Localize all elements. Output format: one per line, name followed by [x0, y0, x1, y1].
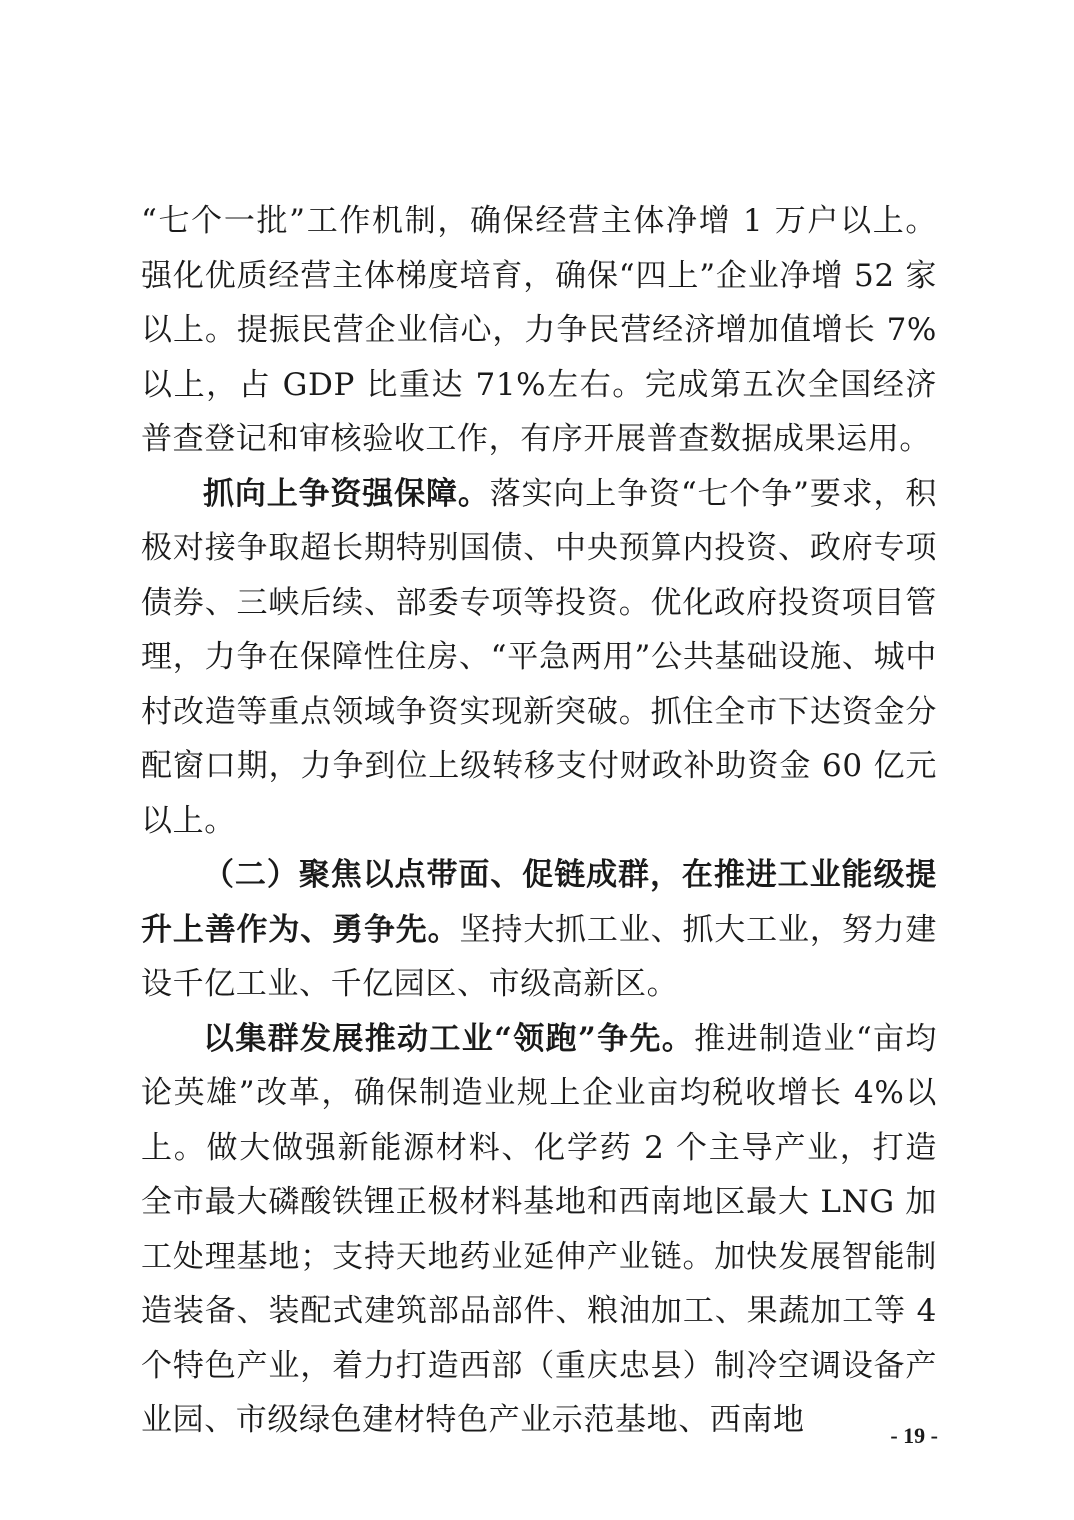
paragraph-lead: 以集群发展推动工业“领跑”争先。 — [203, 1020, 695, 1057]
body-text — [141, 194, 937, 1448]
paragraph-funding — [141, 467, 937, 849]
paragraph-continued — [141, 194, 937, 467]
section-heading-industry — [141, 848, 937, 1012]
paragraph-text: 推进制造业“亩均论英雄”改革，确保制造业规上企业亩均税收增长 4%以上。做大做强新能源材料、化学药 2 个主导产业，打造全市最大磷酸铁锂正极材料基地和西南地区最大 LNG 加工处理基地；支持天地药业延伸产业链。加快发展智能制造装备、装配式建筑部品部件、粮油加工、果蔬加工等 4 个特色产业，着力打造西部（重庆忠县）制冷空调设备产业园、市级绿色建材特色产业示范基地、西南地 — [141, 1020, 938, 1438]
section-heading: （二）聚焦以点带面、促链成群，在推进工业能级提升上善作为、勇争先。 — [141, 857, 937, 948]
paragraph-text: 落实向上争资“七个争”要求，积极对接争取超长期特别国债、中央预算内投资、政府专项债券、三峡后续、部委专项等投资。优化政府投资项目管理，力争在保障性住房、“平急两用”公共基础设施、城中村改造等重点领域争资实现新突破。抓住全市下达资金分配窗口期，力争到位上级转移支付财政补助资金 60 亿元以上。 — [141, 475, 937, 839]
paragraph-lead: 抓向上争资强保障。 — [203, 475, 490, 512]
page-number: - 19 - — [890, 1423, 938, 1448]
paragraph-text: “七个一批”工作机制，确保经营主体净增 1 万户以上。强化优质经营主体梯度培育，确保“四上”企业净增 52 家以上。提振民营企业信心，力争民营经济增加值增长 7%以上，占 GDP 比重达 71%左右。完成第五次全国经济普查登记和审核验收工作，有序开展普查数据成果运用。 — [141, 203, 937, 457]
paragraph-text: 坚持大抓工业、抓大工业，努力建设千亿工业、千亿园区、市级高新区。 — [141, 911, 937, 1002]
paragraph-cluster — [141, 1012, 937, 1448]
